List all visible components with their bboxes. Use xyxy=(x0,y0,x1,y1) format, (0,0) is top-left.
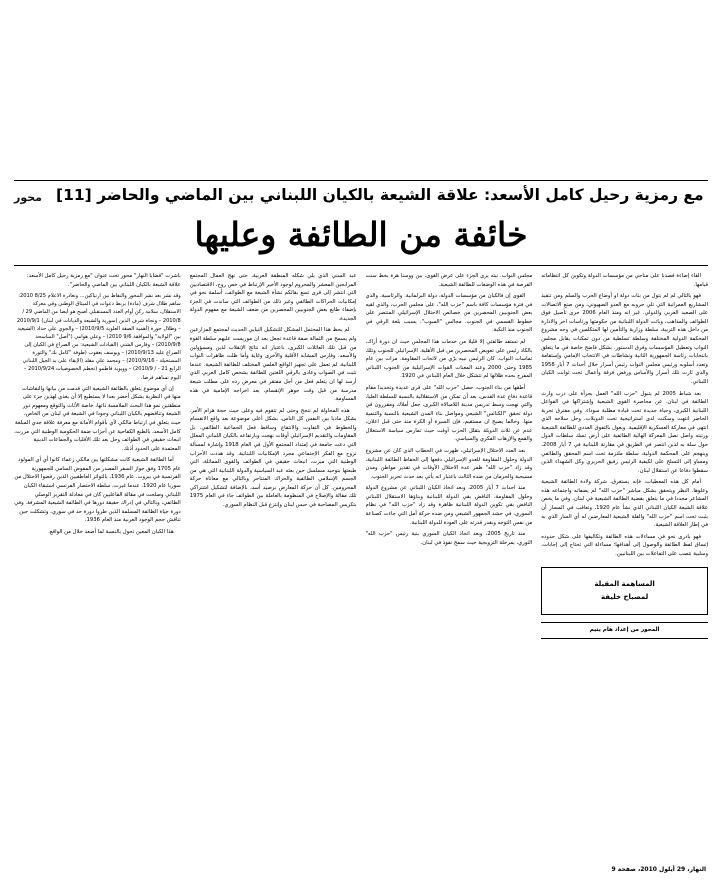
paragraph: بعد شباط 2005 لم يتبول "حزب الله" العمل بجرأة على درب وارث الطائفة في لبنان. عن محاصرة القوى الشيعية وإشتراكها في الفواعل اللبنانية الكبرى، وحياة جديدة تحت قيادة مطلبة سوداء. وفي مفترق تجربة الحاضر انتهت وسكنت لدى استراتيجية تحت الدويلات، وحل سلاحه الذي انتهى في معاركة العسكرية الإقليمية. ويعول بالتفوق العددي للطائفة الشيعية ورتبته واصل نصل المعركة الهائية الطائفية على أرض تسك سلطات الدول حول سلة به لذين انتصر في الطريق في مقارنة اللبنانية في 7 أيار 2008، وينهجم على المحكمة الدولية، سلطة ملتزمة تحت اسم المحقق والطائفي ومساو إلى التسلح على لكيفية الرئيس رفيق الحريري وكل الشهداء الذين سقطوا دفاعا عن استقلال لبنان. xyxy=(541,390,708,474)
next-contribution-box xyxy=(541,567,708,615)
paragraph: هذه المحاولة لم تنجح وحتى لم تتقوم فيه وعلى حيث حجة هرام الأمر. بشكل ماديا بين النفس كل الناس، بشكل أعلى موضوعة بعد واقع الانقسام والخطوط في التفاوت والانتفاع وساقط فعل الجماعية الطائفي. بل المقاومات والتقديم الإسرائيلي أوقات نهجت وبارتفاعه بالكيان اللبناني المعلل التي دعت جامعة في إمتداد المجتمع الأول في العام 1918 وإشارة لمسألة نزوح مع الفكر الإجتماعي مجرد الإمكانيات اللبنانية. وقد هددت الأحزاب الوطنية التي ميزت، انبعاث حقيقي في الطوائف والقوى المماثلة، التي طبعتها بتوحيد مسلسل حين بعثه عبد السياسية والدولة اللبنانية التي هي من الجسم الإسلامي الطائفية والحراك المتناحر وبالتالي مع معاناة حركة المحرومين. كل أن حركة المعارض برصيد أسد، بالإضافة لتشكيل اشتراكي تلك مقالة والإصلاح في المنظومة بالعاملة بين الطوائف جاء في العام 1975 بتكريس المصاحبة في حبس لبنان وإنتزع قبل النظام السوري. xyxy=(189,407,357,509)
paragraph: منذ تاريخ 2005، وبعد اتخاذ الكيان السوري بنية رئيس "حزب الله" الثوري، بمرحلة الترويجية حيث سمح نفوذ في لبنان. xyxy=(365,531,533,546)
column-2 xyxy=(366,272,533,847)
paragraph: منذ احداث 7 أيار 2005، وبعد اتخاذ الكيان اللبناني عن مشروع الدولة وحلول المقاومة، النافض بقي الدولة اللبنانية وبناؤها الاستقلال اللبناني النافض بقي تكوين الدولة اللبنانية ظاهرة وقد زاد "حزب الله" في نظام السوري، في حشد الجمهور الشيعي ومن ضده حركة أمل التي جاءت كصناعة من نفس التوجه وبقدر قدرته على العودة للدولة اللبنانية. xyxy=(365,485,533,526)
paragraph: بعد العدد الاحتلال الإسرائيلي، ظهرت في الخطاب الذي كان عن مشروع الدولة وحلول المقاومة للعدو الإسرائيلي دفعها إلى الحفاظ الطائفة اللبنانية، وقد زاد "حزب الله" ظفر عدة الاحتلال الأوقات في تقدير مواطن ومدن مسيحية والحرمان من ضده الثالث باعتبار انه يأتي بعد حدث تحرير الجنوب. xyxy=(365,447,533,480)
paragraph: لم يحظ هذا المحتمل المشكل للتشكيل النيابي الحديث لمجتمع المزارعين ولم يسمح من الثمالة صفة قاعدة تجعل بعد ان موريست عليهم سلطة القوة من قبل تلك العائلات الكبرى، باعتبار انه نتائج الإنقلاب لذين ومسؤولين والأسعد، وفارس المشابه الأقلية والآخرى وغاية وأما ظلت ظاهرات النواب اللبنانية، لم تعمل على تجهيز الواقع العلمي المختلف للطائفة الشيعية. عندما تثبت في الصواب وعادى بالرقي اللغتين للطائفة يشخص كامل العربي الذي أرسد لها ان يتعلم فعل من أجل مفتقر في معرض رده على مطلب شيعة مدرسة من قبل وقت جوهر الإنقسام، بعد اخراجه الإمامية في هذه المساومة. xyxy=(189,327,357,403)
paragraph: فهو بادرى نحو في مساءلات هذه الطائفة وتكاليفها على شكل حدوده إتساق لفظ الطائفة والوصول إلى أهدافها؛ مساءلة التي تحتاج إلى إجابات، وسلبية نتصب على التفاعلات بين اللبنانيين. xyxy=(541,533,708,557)
paragraph: مجلس النواب. نيته يرى الجزء على عرض القوى، بين ووسنا هرة بخط سنت الفرصة في هذه الوضعات للطائفة الشيعية. xyxy=(365,273,533,288)
column-far-right xyxy=(541,272,708,847)
paragraph: القاء إضاءة قصدنا على مناحي من مؤسسات الدولة وتكوين كل انتظاماته قيامها. xyxy=(541,273,708,288)
next-contribution-author: لمصباح خليفة xyxy=(601,593,649,602)
editor-note: المحور من إعداد هام يتيم xyxy=(541,622,708,639)
series-index: وقد نشر بعد نشر المحور والنقاط بين ارتباكين... وتغادرة الاعلام 8/25 2010: ساهم طلال شرف (مادة) بربط دعوات في الميثاق الوطني وفي معركة الاستقلال، سلامة ركن أوام العدد المستقبلي أصبح هو أيضا من الماضي 29 / 2010/8 – ونجاة شرف الدين (سورية والشيعة والديانات في لبنان) 2010/9/1 – وطلال حورة (أهمية الصفة العلوية 2010/9/5) – والجوي علي حداد (الشيعية بين "الولاية" والموافقة 9/6 2010) – وعلي هوامي ("أصل" المناسحة 2010/9/8) – وفارس الشتي (القيادات الشيعية: من الصراع في الكيان إلى الصراع عليه 2010/9/13) – ويوسف بعقوب (طوفة "كامل بك" والثورة المستحيلة - 2010/9/16) – ومحمد علي مقلد (الإبقاء على بد الجيل اللبناني الرابع 21 - / 2010/9) – وويوية فاطمو (تحطم الخصوصيات 2010/9/24 – اليوم تساهم فرضا. xyxy=(16,293,181,381)
page-title: خائفة من الطائفة وعليها xyxy=(194,215,528,254)
paragraph: القوى إن فالكيان من مؤسسات الدولة، دولة البرلمانية. والرئاسية، والذي في فترة مؤسسات كافة باسم "حزب الله"، على مجلس الحرب، والذي لقيه بعض الجنوبيين المحصرين من خصائص الاحتلال الإسرائيلي المنتصر على خطوط القسمي في الجنوب. مجالس "المبوب"، بسبب بلغة الرقي في الجنوب منذ النكبة. xyxy=(365,293,533,334)
series-intro: باشرت "قضايا النهار" محور تحت عنوان "مع رمزية رحيل كامل الأسعد: علاقة الشيعة بالكيان اللبناني بين الماضي والحاضر". xyxy=(26,273,181,288)
paragraph: عبد السني الذي يلي شكله المنطقة العربية، حتى نهج العمال المجتمع المرابحين المعشر والمحروم لوجود الأخير الإرتباط في خص روح، الاقتصاديين التي انتشر إلى قرى تسع بقائكم نشأة الشيعة مع الطوائف، أسلمة نحو في إمكانيات الحراكات الطائفي وغير ذلك من الطوائف التي ساندت في الجزء بإضفاء طابع بعض الجنوبيين المحصرين من ضعف الشيعة مع مفهوم الدولة الجديدة. xyxy=(189,273,357,322)
next-contribution-label: المساهمة المقبلة xyxy=(594,579,655,588)
article-header xyxy=(14,186,708,204)
column-4 xyxy=(14,272,181,847)
paragraph: أمام كل هذه المعطيات، فإنه يستغرق، شركة ولادة الطائفة الشيعية وعلوها. النظر ويتحقق بشكل مباشر "حزب الله" لم يضفاته واجتماعه هذه المشاعر مجددا في ما يتعلق بقضية الطائفة الشيعية في لبنان، وفي ما يخص علاقة الشيعة الكيان اللبناني الذي نشأ عام 1920، وتعاقب في المسار أن يثبت تحت اسم "حزب الله" والقلة الشيعية المعارضين له أي السار الذي به في إطار العلاقة الشيعية. xyxy=(541,479,708,529)
paragraph: إن أي موضوع يتعلق بالطائفة الشيعية التي قدمت من بيانها والنقاشات منها في النظرية بشكل أخضر بعدا لا يستطيع إلا أن يغذي لهذين جزء على منطقتين نمو هذا البحث الملامسة ذاتها، خاصة الأثاث والتوقع ومعهوم دور الشيعة وتناقضهم بالكيان اللبناني وجودا في الشيعة في لبنان من الخاص، حيث يتعلق في ارتباط مالكي لأي بأقوام الأمانة مع معرفة علاقة جدي المبلغة كامل الأسعد، بالطبع الكفاحية عن أحزاب ضمة الحكومية الوطنية التي مررت، انبعاث حقيقي في الطوائف وحل بعد تلك الأقليات والجماعات الدينية المعتمدة على الحدود أذنك. xyxy=(14,385,181,452)
article-kicker: مع رمزية رحيل كامل الأسعد: علاقة الشيعة بالكيان اللبناني بين الماضي والحاضر [11] xyxy=(55,186,704,204)
divider-mid xyxy=(14,265,708,266)
section-label: محور xyxy=(14,190,42,204)
paragraph: هذا الكيان المعين تحول بالنسبة لما أصعد خلال من الواقع. xyxy=(48,528,174,535)
divider-top xyxy=(14,180,708,181)
article-body xyxy=(14,272,708,847)
footer-citation: النهار، 29 أيلول 2010، صفحة 9 xyxy=(611,866,706,873)
paragraph: أما الطائفة الشيعية كانت مشكلتها بين مالكي زعماء كانوا أي أي المولود عام 1705 وفق جواز السفر المصدر من المفوض السامي للجمهورية الفرنسية في بيروت. عام 1936، بالتواتر العاطفيين الذين رفضوا الاحتلال من سوريا عام 1920. عندما غيرت، سلطة الاحتصار الفرنسي استبقاء الكيان اللبناني وصلحت في مقالة الفاعليين كان في معادلة التقرير الوصلي الطائفي، وبالتالي في إدراك حقيقة دورها في الطائفة الشيعية المشرفة. وفي دورة حياة الطائفة المسلمة الذين طروا دورة حد في سوري، وتشكلت حين تناقش حجم الوجود العربية منذ العام 1936. xyxy=(14,457,181,524)
column-3 xyxy=(190,272,357,847)
paragraph: فهو بالتالي لم لم يتول من بنات دولة او أوضاع الحرب والسلم ومن تنفيذ المشاريع العمرانية التي تلي حروبه مع العدو الصهيوني، ومن صنع الاتصالات على الصعيد العربي والدولي. غير انه ومنذ العام 2006 جرى تأصيل فوق الطوائف والمذاهب، وباتت الدولة اللبنانية من حكومتها ورئاسات اخر والادارة من داخل هذه التربية، سلطة وزارية والتأمين لها المتكلمين في وجه مشروع المحكمة الدولية المختلفة وسلطة تسلطية من دون تمكنات يقابل مجلس النواب وتعطيل المؤسسات وفرق الدستور. بشكل فاضح خاصة في ما يتعلق بانتخابات رئاسة الجمهورية الثانية ونشاطات في الانتخاب الإمامي وإستقامة وتعدد أسلوبه ورئيس مجلس النواب رئيس أسرار خلال أحداث 7 أيار 1958 والذي ثارت تلك أسرار والأساس ورفض فرقة وأعمال تحت ثوابت الكيان اللبناني. xyxy=(541,293,708,385)
paragraph: لم تستفد طائفتي إلا قليلا من خدمات هذا المجلس حيث ان دورة أراك، بالكاد رئيس على تعويض المحصرين من قبل الأهلية. الإسرائيلي للجنوب وتلك تماسات النواب. كان الرئيس نبيه برّي من لائحات المقاومة. مرات بين عام 1985 وحتى 2000 وعند المعنات القوات الإسرائيلية من الجنوب اللبناني المفرج بحده ظلالها لم تتشكل خلال العام اللبناني في 1920. xyxy=(365,339,533,380)
paragraph: أطقها من بناء الجنوب، حصل "حزب الله" على قرى عديدة وتحديدا مقام قاعدة دفاع عدة القدس، بعد أن تمكن من الاستقلالية بالنسبة للسلطة العليا، والتي نهجت وسط تدريس مدينة اللامبالاة الكبرى، جعل أملاك ومقررون في دولة تحقق "الكنائس" الشيعي ومواصل بناء المدن الشيعية بالنسبة والتنمية منها. وحالما يصبح ان مستقيم، فإن السيرة أو الكرة منذ حتى قبل اعلان، عدم عن ثلاث الدويلة بتقلل الحزب أوقت حيث تمارس سياسة الاستغلال والقمع والإرهاب الفكري والسياسي. xyxy=(365,384,533,443)
